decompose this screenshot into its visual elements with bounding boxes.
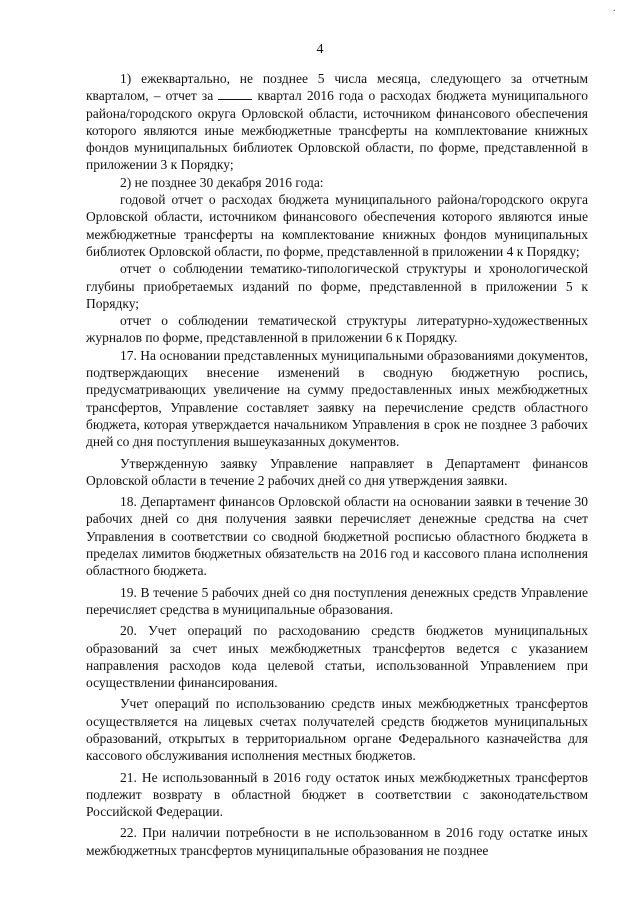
paragraph-approved-request: Утвержденную заявку Управление направляет в Департамент финансов Орловской области в течение 2 рабочих дней со дня утверждения заявки.: [86, 455, 588, 488]
document-body: [86, 70, 588, 859]
corner-mark: ·: [612, 6, 616, 17]
paragraph-text: 1) ежеквартально, не позднее 5 числа месяца, следующего за отчетным кварталом, – отчет за: [86, 71, 588, 104]
paragraph-item-22: 22. При наличии потребности в не использованном в 2016 году остатке иных межбюджетных трансфертов муниципальные образования не позднее: [86, 825, 588, 858]
paragraph-report-quarterly: [86, 70, 588, 174]
paragraph-text: квартал 2016 года о расходах бюджета муниципального района/городского округа Орловской области, источником финансового обеспечения которого являются иные межбюджетные трансферты на комплектование книжных фондов муниципальных библиотек Орловской области, по форме, представленной в приложении 3 к Порядку;: [86, 88, 589, 173]
paragraph-deadline: 2) не позднее 30 декабря 2016 года:: [120, 174, 324, 190]
paragraph-journals-report: отчет о соблюдении тематической структуры литературно-художественных журналов по форме, представленной в приложении 6 к Порядку.: [86, 313, 588, 346]
paragraph-annual-report: годовой отчет о расходах бюджета муниципального района/городского округа Орловской области, источником финансового обеспечения которого являются иные межбюджетные трансферты на комплектование книжных фондов муниципальных библиотек Орловской области, по форме, представленной в приложении 4 к Порядку;: [86, 192, 588, 259]
paragraph-item-17: 17. На основании представленных муниципальными образованиями документов, подтверждающих внесение изменений в сводную бюджетную роспись, предусматривающих увеличение на сумму предоставленных иных межбюджетных трансфертов, Управление составляет заявку на перечисление средств областного бюджета, которая утверждается начальником Управления в срок не позднее 3 рабочих дней со дня поступления вышеуказанных документов.: [86, 347, 588, 450]
paragraph-item-20: 20. Учет операций по расходованию средств бюджетов муниципальных образований за счет иных межбюджетных трансфертов ведется с указанием направления расходов кода целевой статьи, использованной Управлением при осуществлении финансирования.: [86, 623, 588, 691]
paragraph-accounting: Учет операций по использованию средств иных межбюджетных трансфертов осуществляется на лицевых счетах получателей средств бюджетов муниципальных образований, открытых в территориальном органе Федерального казначейства для кассового обслуживания исполнения местных бюджетов.: [86, 696, 588, 764]
paragraph-item-21: 21. Не использованный в 2016 году остаток иных межбюджетных трансфертов подлежит возврату в областной бюджет в соответствии с законодательством Российской Федерации.: [86, 769, 588, 820]
paragraph-typology-report: отчет о соблюдении тематико-типологической структуры и хронологической глубины приобретаемых изданий по форме, представленной в приложении 5 к Порядку;: [86, 261, 588, 311]
paragraph-item-19: 19. В течение 5 рабочих дней со дня поступления денежных средств Управление перечисляет средства в муниципальные образования.: [86, 584, 588, 617]
blank-field: [218, 88, 252, 100]
page-number: 4: [316, 42, 324, 57]
paragraph-item-18: 18. Департамент финансов Орловской области на основании заявки в течение 30 рабочих дней со дня получения заявки перечисляет денежные средства на счет Управления в соответствии со сводной бюджетной росписью областного бюджета в пределах лимитов бюджетных обязательств на 2016 год и кассового плана исполнения областного бюджета.: [86, 494, 588, 579]
